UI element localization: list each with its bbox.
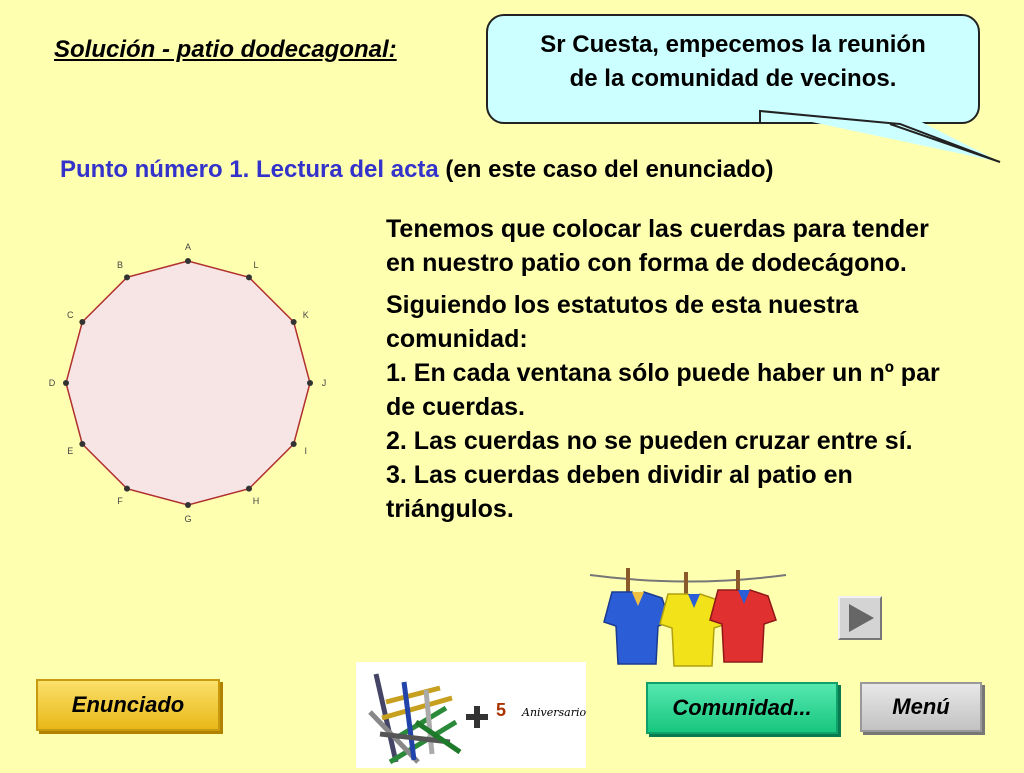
vertex-point-a [185, 258, 191, 264]
point-label: Punto número 1. Lectura del acta [60, 156, 439, 183]
point-heading [60, 156, 774, 184]
paragraph-2: Siguiendo los estatutos de esta nuestra comunidad: [386, 291, 859, 353]
vertex-point-f [124, 486, 130, 492]
vertex-point-k [291, 319, 297, 325]
comunidad-button[interactable]: Comunidad... [646, 682, 838, 734]
anniversary-logo [356, 662, 586, 768]
vertex-label-d: D [48, 378, 56, 388]
logo-number: 5 [496, 700, 507, 720]
play-triangle-icon [840, 598, 880, 638]
rule-2: 2. Las cuerdas no se pueden cruzar entre sí. [386, 427, 913, 455]
speech-line-1: Sr Cuesta, empecemos la reunión [540, 31, 926, 58]
vertex-point-d [63, 380, 69, 386]
vertex-label-j: J [321, 378, 327, 388]
vertex-label-b: B [116, 260, 124, 271]
vertex-point-j [307, 380, 313, 386]
vertex-label-g: G [184, 514, 192, 524]
vertex-label-f: F [117, 495, 123, 506]
vertex-label-e: E [67, 446, 74, 456]
dodecagon-diagram [48, 242, 340, 525]
vertex-point-b [124, 274, 130, 280]
vertex-point-i [291, 441, 297, 447]
point-note: (en este caso del enunciado) [445, 156, 774, 183]
speech-bubble [486, 14, 980, 124]
vertex-point-l [246, 274, 252, 280]
vertex-label-c: C [66, 310, 74, 320]
vertex-label-a: A [184, 242, 192, 252]
vertex-label-k: K [302, 310, 309, 320]
logo-text: Aniversario [522, 706, 587, 719]
enunciado-button[interactable]: Enunciado [36, 679, 220, 731]
vertex-label-h: H [252, 495, 260, 506]
dodecagon-shape [66, 261, 310, 505]
rule-1: 1. En cada ventana sólo puede haber un nº par de cuerdas. [386, 359, 940, 421]
page-title: Solución - patio dodecagonal: [54, 36, 397, 63]
clothesline-shirts-icon [588, 560, 788, 680]
vertex-point-e [79, 441, 85, 447]
vertex-label-i: I [304, 446, 308, 456]
paragraph-1: Tenemos que colocar las cuerdas para tender en nuestro patio con forma de dodecágono. [386, 215, 929, 277]
vertex-label-l: L [253, 260, 259, 271]
statement-text [386, 212, 946, 526]
menu-button[interactable]: Menú [860, 682, 982, 732]
rule-3: 3. Las cuerdas deben dividir al patio en triángulos. [386, 461, 853, 523]
speech-bubble-tail [760, 110, 1010, 170]
next-button[interactable] [838, 596, 882, 640]
vertex-point-c [79, 319, 85, 325]
vertex-point-h [246, 486, 252, 492]
vertex-point-g [185, 502, 191, 508]
speech-line-2: de la comunidad de vecinos. [569, 65, 897, 92]
